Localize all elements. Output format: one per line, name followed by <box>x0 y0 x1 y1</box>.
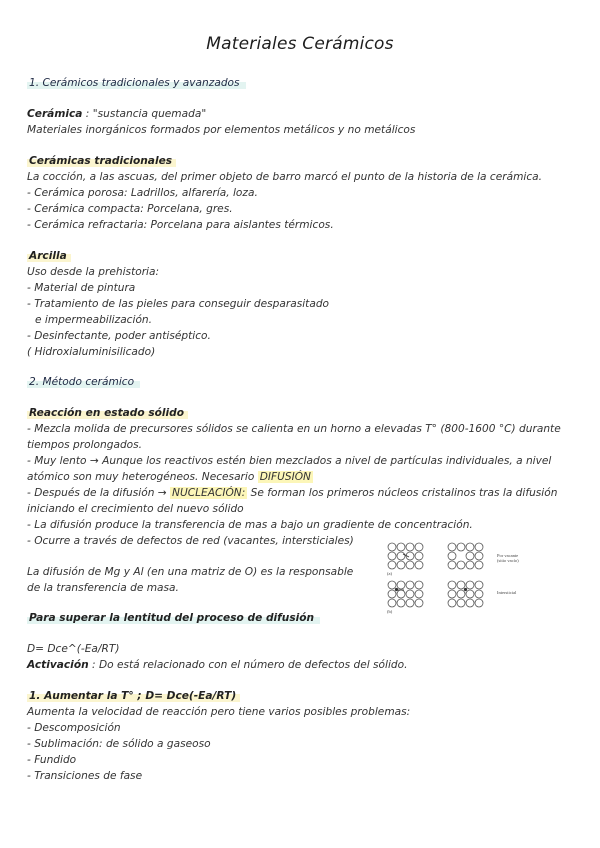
lattice-interstitial-after <box>448 581 483 607</box>
subheading-reaccion: Reacción en estado sólido <box>27 407 188 420</box>
reaccion-line: de la transferencia de masa. <box>27 582 179 594</box>
figure-label-interstitial: Intersticial <box>497 590 517 595</box>
list-item: - Cerámica compacta: Porcelana, gres. <box>27 203 233 215</box>
figure-label-vacancy: Por vacante <box>497 553 519 558</box>
reaccion-line: iniciando el crecimiento del nuevo sólido <box>27 503 244 515</box>
list-item: - Sublimación: de sólido a gaseoso <box>27 738 211 750</box>
figure-label-b: (b) <box>387 609 393 614</box>
list-item: - Material de pintura <box>27 282 136 294</box>
ceramica-description: Materiales inorgánicos formados por elementos metálicos y no metálicos <box>27 124 416 136</box>
list-item: - Cerámica porosa: Ladrillos, alfarería, loza. <box>27 187 258 199</box>
figure-label-vacancy2: (sitio vacío) <box>497 558 519 563</box>
reaccion-line: - Después de la difusión → NUCLEACIÓN: Se forman los primeros núcleos cristalinos tras la difusión <box>27 487 558 499</box>
page-title: Materiales Cerámicos <box>206 34 394 54</box>
arcilla-intro: Uso desde la prehistoria: <box>27 266 160 278</box>
list-item: - Desinfectante, poder antiséptico. <box>27 330 211 342</box>
list-item: - Cerámica refractaria: Porcelana para aislantes térmicos. <box>27 219 334 231</box>
lattice-vacancy-before <box>388 543 423 569</box>
section-heading-2: 2. Método cerámico <box>27 376 140 389</box>
reaccion-line: La difusión de Mg y Al (en una matriz de O) es la responsable <box>27 566 354 578</box>
subheading-aumentar: 1. Aumentar la T° ; D= Dce(-Ea/RT) <box>27 690 240 703</box>
reaccion-line: tiempos prolongados. <box>27 439 143 451</box>
reaccion-line: - Muy lento → Aunque los reactivos estén bien mezclados a nivel de partículas individuales, a nivel <box>27 455 552 467</box>
reaccion-line: - Ocurre a través de defectos de red (vacantes, intersticiales) <box>27 535 354 547</box>
list-item: - Fundido <box>27 754 77 766</box>
formula-difusion: D= Dce^(-Ea/RT) <box>27 643 120 655</box>
list-item: e impermeabilización. <box>35 314 153 326</box>
list-item: - Transiciones de fase <box>27 770 143 782</box>
subheading-arcilla: Arcilla <box>27 250 71 263</box>
section-heading-1: 1. Cerámicos tradicionales y avanzados <box>27 77 246 90</box>
diffusion-diagram <box>385 540 530 622</box>
reaccion-line: atómico son muy heterogéneos. Necesario DIFUSIÓN <box>27 471 311 483</box>
lattice-vacancy-after <box>448 543 483 569</box>
list-item: - Descomposición <box>27 722 121 734</box>
lattice-interstitial-before <box>388 581 423 607</box>
subheading-lentitud: Para superar la lentitud del proceso de difusión <box>27 612 320 625</box>
activacion-line: Activación : Do está relacionado con el número de defectos del sólido. <box>27 659 408 671</box>
reaccion-line: - Mezcla molida de precursores sólidos se calienta en un horno a elevadas T° (800-1600 °C) durante <box>27 423 561 435</box>
reaccion-line: - La difusión produce la transferencia de mas a bajo un gradiente de concentración. <box>27 519 473 531</box>
list-item: ( Hidroxialuminisilicado) <box>27 346 156 358</box>
list-item: - Tratamiento de las pieles para conseguir desparasitado <box>27 298 330 310</box>
ceramica-definition: Cerámica : "sustancia quemada" <box>27 108 207 120</box>
figure-label-a: (a) <box>387 571 392 576</box>
subheading-tradicionales: Cerámicas tradicionales <box>27 155 176 168</box>
tradicionales-intro: La cocción, a las ascuas, del primer objeto de barro marcó el punto de la historia de la cerámica. <box>27 171 543 183</box>
aumentar-intro: Aumenta la velocidad de reacción pero tiene varios posibles problemas: <box>27 706 411 718</box>
